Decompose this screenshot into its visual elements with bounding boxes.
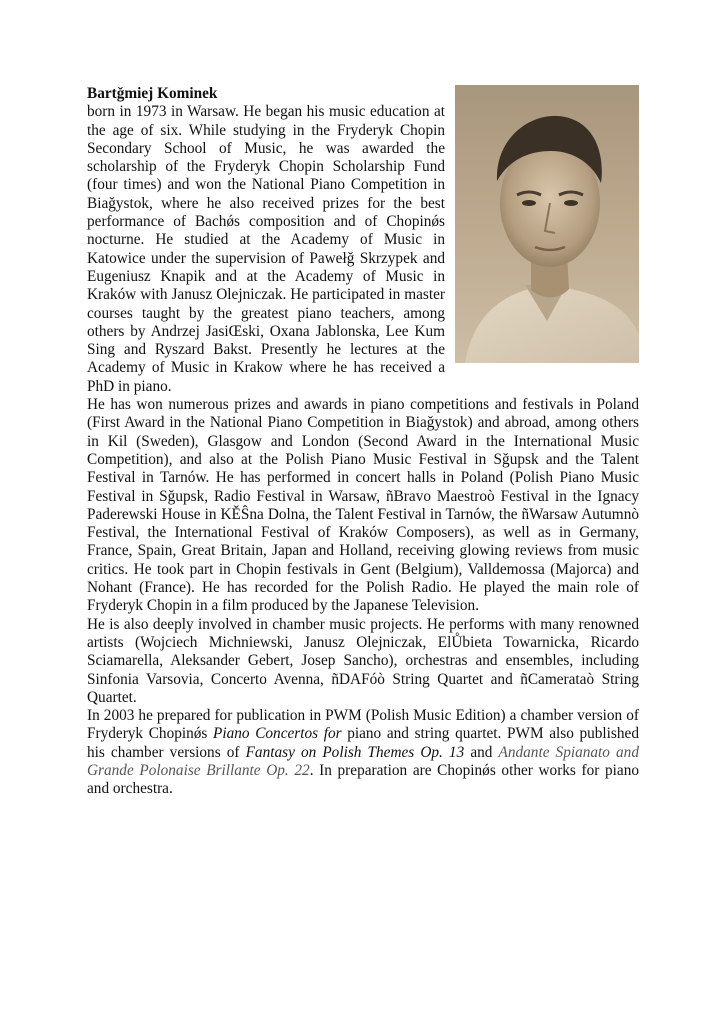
biography-text <box>87 85 639 799</box>
paragraph-early-life: born in 1973 in Warsaw. He began his music education at the age of six. While studying in the Fryderyk Chopin Secondary School of Music, he was awarded the scholarship of the Fryderyk Chopin Scholarship Fund (four times) and won the National Piano Competition in Biaǧystok, where he also received prizes for the best performance of Bachǿs composition and of Chopinǿs nocturne. He studied at the Academy of Music in Katowice under the supervision of Pawełǧ Skrzypek and Eugeniusz Knapik and at the Academy of Music in Kraków with Janusz Olejniczak. He participated in master courses taught by the greatest piano teachers, among others by Andrzej JasiŒski, Oxana Jablonska, Lee Kum Sing and Ryszard Bakst. Presently he lectures at the Academy of Music in Krakow where he has received a PhD in piano. <box>87 103 445 395</box>
portrait-illustration <box>455 85 639 363</box>
italic-title: Andante Spianato and Grande Polonaise Brillante Op. 22 <box>87 743 639 779</box>
paragraph-awards: He has won numerous prizes and awards in piano competitions and festivals in Poland (First Award in the National Piano Competition in Biaǧystok) and abroad, among others in Kil (Sweden), Glasgow and London (Second Award in the International Music Competition), and also at the Polish Piano Music Festival in Sǧupsk and the Talent Festival in Tarnów. He has performed in concert halls in Poland (Polish Piano Music Festival in Sǧupsk, Radio Festival in Warsaw, ñBravo Maestroò Festival in the Ignacy Paderewski House in KĚŜna Dolna, the Talent Festival in Tarnów, the ñWarsaw Autumnò Festival, the International Festival of Kraków Composers), as well as in Germany, France, Spain, Great Britain, Japan and Holland, receiving glowing reviews from music critics. He took part in Chopin festivals in Gent (Belgium), Valldemossa (Majorca) and Nohant (France). He has recorded for the Polish Radio. He played the main role of Fryderyk Chopin in a film produced by the Japanese Television. <box>87 396 639 615</box>
paragraph-publications <box>87 707 639 798</box>
portrait-photo <box>455 85 639 363</box>
text-span: . In preparation are Chopinǿs other works for piano and orchestra. <box>87 761 639 798</box>
italic-title: Fantasy on Polish Themes Op. 13 <box>245 743 465 761</box>
text-span: and <box>464 743 499 761</box>
paragraph-chamber-music: He is also deeply involved in chamber music projects. He performs with many renowned artists (Wojciech Michniewski, Janusz Olejniczak, ElŮbieta Towarnicka, Ricardo Sciamarella, Aleksander Gebert, Josep Sancho), orchestras and ensembles, including Sinfonia Varsovia, Concerto Avenna, ñDAFóò String Quartet and ñCamerataò String Quartet. <box>87 615 639 706</box>
person-name: Bartǧmiej Kominek <box>87 85 218 102</box>
text-span: In 2003 he prepared for publication in PWM (Polish Music Edition) a chamber version of Fryderyk Chopinǿs <box>87 707 639 743</box>
text-span: piano and string quartet. PWM also published his chamber versions of <box>87 725 639 761</box>
italic-title: Piano Concertos for <box>213 725 342 743</box>
